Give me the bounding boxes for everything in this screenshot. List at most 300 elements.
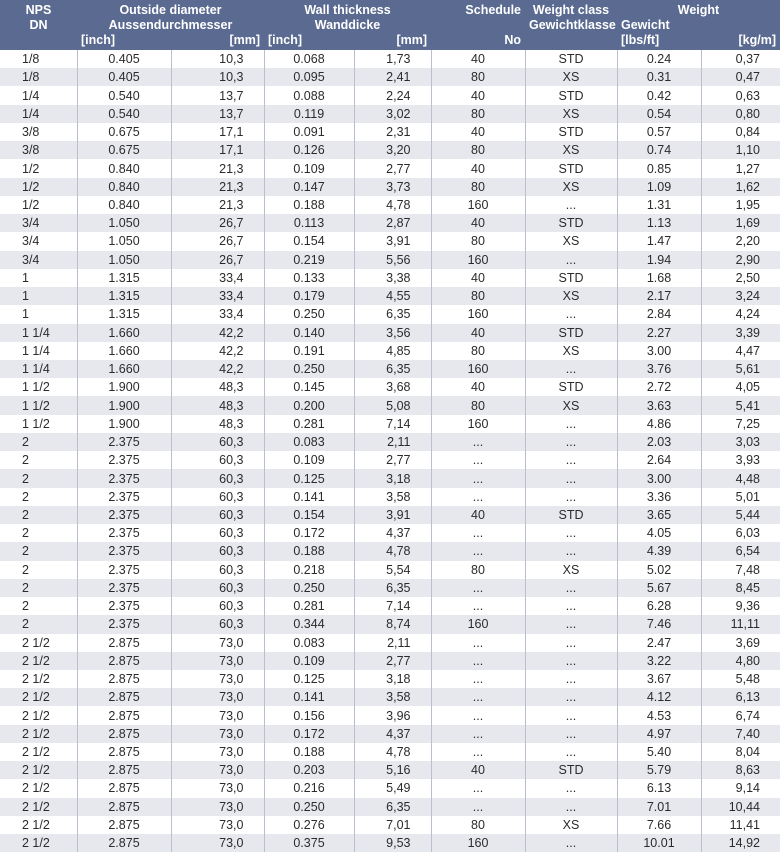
weight-kg-cell: 7,48: [701, 561, 780, 579]
weight-kg-cell: 1,62: [701, 178, 780, 196]
od-inch-cell: 0.675: [77, 141, 171, 159]
weight-class-cell: STD: [525, 269, 617, 287]
weight-lbs-cell: 1.31: [617, 196, 701, 214]
weight-kg-cell: 10,44: [701, 798, 780, 816]
od-inch-cell: 2.875: [77, 798, 171, 816]
wt-mm-cell: 2,11: [354, 634, 431, 652]
header-weight-class: Weight class: [525, 0, 617, 18]
od-inch-cell: 1.900: [77, 396, 171, 414]
weight-kg-cell: 0,37: [701, 50, 780, 68]
nps-cell: 2 1/2: [0, 652, 77, 670]
od-inch-cell: 0.840: [77, 196, 171, 214]
weight-class-cell: ...: [525, 779, 617, 797]
wt-inch-cell: 0.068: [264, 50, 354, 68]
nps-cell: 2: [0, 506, 77, 524]
weight-lbs-cell: 1.13: [617, 214, 701, 232]
od-mm-cell: 42,2: [171, 342, 264, 360]
schedule-cell: 80: [431, 396, 525, 414]
nps-cell: 3/4: [0, 251, 77, 269]
nps-cell: 1 1/4: [0, 324, 77, 342]
wt-mm-cell: 3,20: [354, 141, 431, 159]
weight-class-cell: ...: [525, 634, 617, 652]
table-row: [0, 561, 780, 579]
weight-lbs-cell: 2.64: [617, 451, 701, 469]
schedule-cell: 160: [431, 615, 525, 633]
od-mm-cell: 73,0: [171, 798, 264, 816]
table-row: [0, 342, 780, 360]
weight-kg-cell: 1,27: [701, 159, 780, 177]
wt-mm-cell: 3,38: [354, 269, 431, 287]
schedule-cell: 80: [431, 141, 525, 159]
table-row: [0, 542, 780, 560]
weight-kg-cell: 1,95: [701, 196, 780, 214]
wt-inch-cell: 0.091: [264, 123, 354, 141]
weight-class-cell: XS: [525, 396, 617, 414]
wt-mm-cell: 2,87: [354, 214, 431, 232]
schedule-cell: 40: [431, 269, 525, 287]
weight-lbs-cell: 0.54: [617, 105, 701, 123]
table-header: [0, 0, 780, 50]
od-mm-cell: 73,0: [171, 670, 264, 688]
od-inch-cell: 2.375: [77, 542, 171, 560]
weight-class-cell: XS: [525, 342, 617, 360]
header-weight: Weight: [617, 0, 780, 18]
weight-kg-cell: 2,20: [701, 232, 780, 250]
wt-mm-cell: 4,37: [354, 725, 431, 743]
table-row: [0, 652, 780, 670]
table-body: [0, 50, 780, 852]
nps-cell: 2 1/2: [0, 670, 77, 688]
weight-lbs-cell: 3.76: [617, 360, 701, 378]
od-mm-cell: 33,4: [171, 305, 264, 323]
wt-mm-cell: 4,78: [354, 196, 431, 214]
wt-inch-cell: 0.276: [264, 816, 354, 834]
table-row: [0, 287, 780, 305]
od-mm-cell: 21,3: [171, 178, 264, 196]
nps-cell: 1 1/2: [0, 378, 77, 396]
weight-lbs-cell: 7.01: [617, 798, 701, 816]
wt-mm-cell: 3,73: [354, 178, 431, 196]
weight-class-cell: ...: [525, 652, 617, 670]
wt-inch-cell: 0.109: [264, 652, 354, 670]
nps-cell: 1 1/4: [0, 342, 77, 360]
nps-cell: 2: [0, 488, 77, 506]
weight-lbs-cell: 2.72: [617, 378, 701, 396]
wt-inch-cell: 0.203: [264, 761, 354, 779]
od-mm-cell: 73,0: [171, 761, 264, 779]
wt-mm-cell: 3,91: [354, 232, 431, 250]
nps-cell: 1: [0, 305, 77, 323]
weight-kg-cell: 5,61: [701, 360, 780, 378]
wt-inch-cell: 0.172: [264, 725, 354, 743]
od-inch-cell: 2.875: [77, 670, 171, 688]
wt-inch-cell: 0.281: [264, 415, 354, 433]
weight-class-cell: ...: [525, 743, 617, 761]
table-row: [0, 105, 780, 123]
wt-inch-cell: 0.083: [264, 433, 354, 451]
wt-mm-cell: 2,77: [354, 451, 431, 469]
schedule-cell: ...: [431, 579, 525, 597]
schedule-cell: ...: [431, 688, 525, 706]
od-mm-cell: 60,3: [171, 433, 264, 451]
weight-lbs-cell: 5.40: [617, 743, 701, 761]
weight-kg-cell: 0,47: [701, 68, 780, 86]
weight-lbs-cell: 2.17: [617, 287, 701, 305]
header-schedule: Schedule: [431, 0, 525, 18]
header-weight-lbs: [lbs/ft]: [617, 33, 701, 50]
weight-kg-cell: 11,11: [701, 615, 780, 633]
wt-mm-cell: 1,73: [354, 50, 431, 68]
weight-lbs-cell: 7.66: [617, 816, 701, 834]
weight-lbs-cell: 5.67: [617, 579, 701, 597]
od-mm-cell: 48,3: [171, 415, 264, 433]
wt-inch-cell: 0.145: [264, 378, 354, 396]
wt-inch-cell: 0.188: [264, 542, 354, 560]
table-row: [0, 86, 780, 104]
od-inch-cell: 2.875: [77, 688, 171, 706]
od-mm-cell: 73,0: [171, 834, 264, 852]
weight-lbs-cell: 7.46: [617, 615, 701, 633]
schedule-cell: ...: [431, 542, 525, 560]
schedule-cell: 40: [431, 214, 525, 232]
schedule-cell: 80: [431, 561, 525, 579]
table-row: [0, 688, 780, 706]
od-mm-cell: 60,3: [171, 615, 264, 633]
od-inch-cell: 2.375: [77, 506, 171, 524]
nps-cell: 2: [0, 451, 77, 469]
schedule-cell: ...: [431, 469, 525, 487]
schedule-cell: ...: [431, 670, 525, 688]
wt-mm-cell: 6,35: [354, 305, 431, 323]
weight-kg-cell: 0,84: [701, 123, 780, 141]
od-inch-cell: 0.405: [77, 68, 171, 86]
wt-inch-cell: 0.088: [264, 86, 354, 104]
wt-inch-cell: 0.119: [264, 105, 354, 123]
wt-mm-cell: 3,58: [354, 688, 431, 706]
wt-inch-cell: 0.250: [264, 798, 354, 816]
weight-kg-cell: 8,45: [701, 579, 780, 597]
nps-cell: 2: [0, 469, 77, 487]
weight-lbs-cell: 2.84: [617, 305, 701, 323]
od-inch-cell: 1.315: [77, 287, 171, 305]
weight-lbs-cell: 3.00: [617, 342, 701, 360]
wt-mm-cell: 3,91: [354, 506, 431, 524]
wt-inch-cell: 0.250: [264, 360, 354, 378]
nps-cell: 1: [0, 269, 77, 287]
weight-class-cell: STD: [525, 214, 617, 232]
od-mm-cell: 26,7: [171, 251, 264, 269]
nps-cell: 1/8: [0, 50, 77, 68]
od-mm-cell: 26,7: [171, 232, 264, 250]
weight-kg-cell: 5,44: [701, 506, 780, 524]
od-inch-cell: 0.540: [77, 86, 171, 104]
table-row: [0, 706, 780, 724]
od-mm-cell: 60,3: [171, 451, 264, 469]
weight-class-cell: XS: [525, 561, 617, 579]
weight-class-cell: ...: [525, 196, 617, 214]
weight-kg-cell: 4,24: [701, 305, 780, 323]
weight-kg-cell: 0,80: [701, 105, 780, 123]
od-inch-cell: 2.375: [77, 615, 171, 633]
wt-mm-cell: 4,85: [354, 342, 431, 360]
header-schedule-no: No: [431, 33, 525, 50]
weight-class-cell: STD: [525, 123, 617, 141]
schedule-cell: 40: [431, 50, 525, 68]
header-schedule-blank: [431, 18, 525, 33]
header-weight-class-blank: [525, 33, 617, 50]
nps-cell: 2 1/2: [0, 798, 77, 816]
weight-class-cell: XS: [525, 141, 617, 159]
wt-mm-cell: 3,56: [354, 324, 431, 342]
od-mm-cell: 21,3: [171, 196, 264, 214]
od-inch-cell: 1.660: [77, 342, 171, 360]
od-inch-cell: 2.375: [77, 597, 171, 615]
weight-lbs-cell: 1.94: [617, 251, 701, 269]
od-mm-cell: 33,4: [171, 287, 264, 305]
od-inch-cell: 1.315: [77, 269, 171, 287]
weight-lbs-cell: 1.47: [617, 232, 701, 250]
wt-mm-cell: 5,54: [354, 561, 431, 579]
nps-cell: 2: [0, 561, 77, 579]
wt-inch-cell: 0.200: [264, 396, 354, 414]
od-mm-cell: 60,3: [171, 488, 264, 506]
wt-inch-cell: 0.179: [264, 287, 354, 305]
od-mm-cell: 48,3: [171, 378, 264, 396]
weight-kg-cell: 5,01: [701, 488, 780, 506]
schedule-cell: 80: [431, 232, 525, 250]
od-inch-cell: 0.675: [77, 123, 171, 141]
weight-class-cell: STD: [525, 159, 617, 177]
table-row: [0, 743, 780, 761]
nps-cell: 1/8: [0, 68, 77, 86]
weight-kg-cell: 3,93: [701, 451, 780, 469]
nps-cell: 1/2: [0, 196, 77, 214]
weight-kg-cell: 9,36: [701, 597, 780, 615]
wt-mm-cell: 5,56: [354, 251, 431, 269]
wt-mm-cell: 4,78: [354, 743, 431, 761]
schedule-cell: ...: [431, 433, 525, 451]
nps-cell: 2 1/2: [0, 725, 77, 743]
weight-kg-cell: 2,50: [701, 269, 780, 287]
schedule-cell: ...: [431, 597, 525, 615]
table-row: [0, 123, 780, 141]
od-mm-cell: 73,0: [171, 816, 264, 834]
od-mm-cell: 10,3: [171, 68, 264, 86]
nps-cell: 2 1/2: [0, 634, 77, 652]
wt-inch-cell: 0.216: [264, 779, 354, 797]
table-row: [0, 798, 780, 816]
wt-inch-cell: 0.140: [264, 324, 354, 342]
weight-class-cell: ...: [525, 433, 617, 451]
wt-mm-cell: 9,53: [354, 834, 431, 852]
table-row: [0, 433, 780, 451]
weight-lbs-cell: 4.39: [617, 542, 701, 560]
wt-mm-cell: 5,08: [354, 396, 431, 414]
weight-class-cell: ...: [525, 834, 617, 852]
table-row: [0, 816, 780, 834]
schedule-cell: 40: [431, 324, 525, 342]
weight-class-cell: ...: [525, 542, 617, 560]
wt-inch-cell: 0.154: [264, 232, 354, 250]
table-row: [0, 451, 780, 469]
od-inch-cell: 2.375: [77, 469, 171, 487]
weight-kg-cell: 1,69: [701, 214, 780, 232]
wt-mm-cell: 4,78: [354, 542, 431, 560]
table-row: [0, 68, 780, 86]
weight-lbs-cell: 4.86: [617, 415, 701, 433]
od-inch-cell: 1.660: [77, 324, 171, 342]
header-wt-inch: [inch]: [264, 33, 354, 50]
header-weight-kg: [kg/m]: [701, 33, 780, 50]
table-row: [0, 469, 780, 487]
weight-class-cell: ...: [525, 597, 617, 615]
table-row: [0, 360, 780, 378]
table-row: [0, 141, 780, 159]
weight-lbs-cell: 4.05: [617, 524, 701, 542]
od-mm-cell: 60,3: [171, 506, 264, 524]
weight-kg-cell: 4,47: [701, 342, 780, 360]
table-row: [0, 324, 780, 342]
header-wt-mm: [mm]: [354, 33, 431, 50]
weight-class-cell: ...: [525, 670, 617, 688]
wt-inch-cell: 0.191: [264, 342, 354, 360]
table-row: [0, 834, 780, 852]
weight-class-cell: ...: [525, 451, 617, 469]
weight-kg-cell: 8,04: [701, 743, 780, 761]
nps-cell: 1/2: [0, 178, 77, 196]
od-inch-cell: 2.375: [77, 488, 171, 506]
od-mm-cell: 13,7: [171, 86, 264, 104]
weight-kg-cell: 4,80: [701, 652, 780, 670]
header-gewichtklasse: Gewichtklasse: [525, 18, 617, 33]
table-row: [0, 178, 780, 196]
weight-kg-cell: 0,63: [701, 86, 780, 104]
od-mm-cell: 60,3: [171, 597, 264, 615]
schedule-cell: ...: [431, 725, 525, 743]
weight-class-cell: ...: [525, 615, 617, 633]
weight-kg-cell: 3,24: [701, 287, 780, 305]
weight-lbs-cell: 2.47: [617, 634, 701, 652]
od-inch-cell: 0.405: [77, 50, 171, 68]
od-inch-cell: 0.840: [77, 178, 171, 196]
od-inch-cell: 2.375: [77, 433, 171, 451]
weight-class-cell: ...: [525, 360, 617, 378]
wt-mm-cell: 8,74: [354, 615, 431, 633]
nps-cell: 2 1/2: [0, 688, 77, 706]
weight-lbs-cell: 0.74: [617, 141, 701, 159]
header-dn: DN: [0, 18, 77, 33]
wt-inch-cell: 0.147: [264, 178, 354, 196]
od-mm-cell: 60,3: [171, 542, 264, 560]
weight-kg-cell: 14,92: [701, 834, 780, 852]
weight-class-cell: STD: [525, 761, 617, 779]
weight-lbs-cell: 5.79: [617, 761, 701, 779]
nps-cell: 2 1/2: [0, 743, 77, 761]
table-row: [0, 579, 780, 597]
nps-cell: 1/2: [0, 159, 77, 177]
table-row: [0, 196, 780, 214]
od-mm-cell: 33,4: [171, 269, 264, 287]
wt-mm-cell: 6,35: [354, 360, 431, 378]
weight-lbs-cell: 6.13: [617, 779, 701, 797]
schedule-cell: ...: [431, 634, 525, 652]
weight-lbs-cell: 0.42: [617, 86, 701, 104]
schedule-cell: ...: [431, 798, 525, 816]
wt-inch-cell: 0.126: [264, 141, 354, 159]
od-mm-cell: 48,3: [171, 396, 264, 414]
table-row: [0, 725, 780, 743]
wt-inch-cell: 0.344: [264, 615, 354, 633]
od-mm-cell: 60,3: [171, 524, 264, 542]
od-inch-cell: 2.875: [77, 634, 171, 652]
schedule-cell: ...: [431, 779, 525, 797]
od-mm-cell: 21,3: [171, 159, 264, 177]
schedule-cell: ...: [431, 743, 525, 761]
weight-class-cell: ...: [525, 415, 617, 433]
schedule-cell: 80: [431, 342, 525, 360]
weight-class-cell: XS: [525, 816, 617, 834]
header-od-mm: [mm]: [171, 33, 264, 50]
table-row: [0, 597, 780, 615]
schedule-cell: 160: [431, 360, 525, 378]
od-inch-cell: 1.660: [77, 360, 171, 378]
od-mm-cell: 73,0: [171, 688, 264, 706]
od-inch-cell: 1.900: [77, 378, 171, 396]
weight-class-cell: ...: [525, 251, 617, 269]
weight-lbs-cell: 10.01: [617, 834, 701, 852]
weight-kg-cell: 4,05: [701, 378, 780, 396]
nps-cell: 2 1/2: [0, 761, 77, 779]
od-inch-cell: 1.050: [77, 232, 171, 250]
schedule-cell: ...: [431, 706, 525, 724]
weight-kg-cell: 11,41: [701, 816, 780, 834]
weight-class-cell: STD: [525, 378, 617, 396]
table-row: [0, 634, 780, 652]
nps-cell: 1/4: [0, 105, 77, 123]
nps-cell: 1 1/2: [0, 396, 77, 414]
nps-cell: 3/8: [0, 141, 77, 159]
wt-inch-cell: 0.095: [264, 68, 354, 86]
od-mm-cell: 73,0: [171, 779, 264, 797]
nps-cell: 2: [0, 615, 77, 633]
table-row: [0, 415, 780, 433]
od-mm-cell: 60,3: [171, 469, 264, 487]
weight-class-cell: XS: [525, 287, 617, 305]
wt-mm-cell: 3,68: [354, 378, 431, 396]
weight-lbs-cell: 3.00: [617, 469, 701, 487]
od-mm-cell: 42,2: [171, 360, 264, 378]
weight-class-cell: XS: [525, 178, 617, 196]
header-outside-diameter: Outside diameter: [77, 0, 264, 18]
wt-inch-cell: 0.125: [264, 469, 354, 487]
header-wanddicke: Wanddicke: [264, 18, 431, 33]
wt-inch-cell: 0.113: [264, 214, 354, 232]
table-row: [0, 615, 780, 633]
weight-lbs-cell: 1.68: [617, 269, 701, 287]
wt-mm-cell: 5,49: [354, 779, 431, 797]
weight-kg-cell: 1,10: [701, 141, 780, 159]
od-mm-cell: 73,0: [171, 706, 264, 724]
wt-inch-cell: 0.188: [264, 743, 354, 761]
wt-inch-cell: 0.125: [264, 670, 354, 688]
od-inch-cell: 1.315: [77, 305, 171, 323]
wt-inch-cell: 0.083: [264, 634, 354, 652]
table-row: [0, 670, 780, 688]
table-row: [0, 251, 780, 269]
od-inch-cell: 2.875: [77, 834, 171, 852]
weight-lbs-cell: 5.02: [617, 561, 701, 579]
wt-mm-cell: 7,14: [354, 597, 431, 615]
